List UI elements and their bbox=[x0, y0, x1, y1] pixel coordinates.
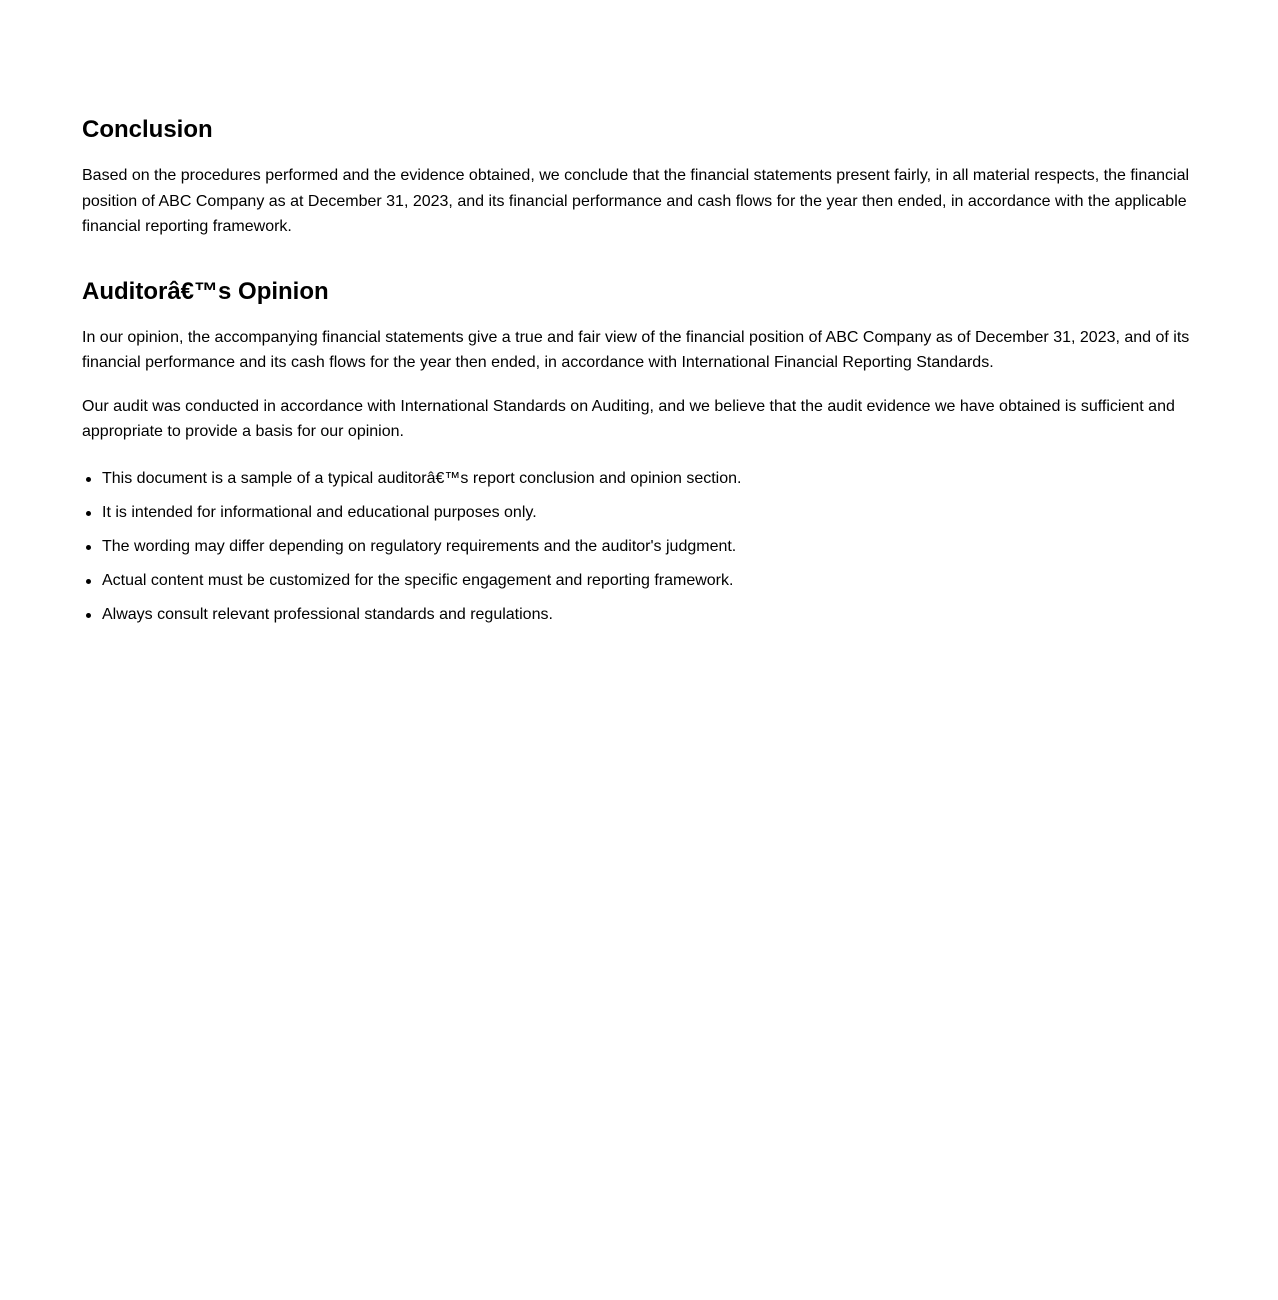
list-item bbox=[82, 535, 1196, 559]
list-item bbox=[82, 467, 1196, 491]
bullet-icon bbox=[86, 545, 91, 550]
conclusion-paragraph: Based on the procedures performed and the evidence obtained, we conclude that the financial statements present fairly, in all material respects, the financial position of ABC Company as at December 31, 2023, and its financial performance and cash flows for the year then ended, in accordance with the applicable financial reporting framework. bbox=[82, 167, 1190, 235]
bullet-icon bbox=[86, 511, 91, 516]
list-item-text: It is intended for informational and educational purposes only. bbox=[102, 503, 537, 521]
list-item bbox=[82, 501, 1196, 525]
opinion-section bbox=[82, 274, 1196, 445]
notes-list bbox=[82, 467, 1196, 627]
list-item bbox=[82, 603, 1196, 627]
bullet-icon bbox=[86, 477, 91, 482]
bullet-icon bbox=[86, 579, 91, 584]
opinion-heading: Auditorâ€™s Opinion bbox=[82, 277, 329, 305]
list-item-text: Actual content must be customized for the specific engagement and reporting framework. bbox=[102, 571, 734, 589]
conclusion-heading: Conclusion bbox=[82, 116, 213, 143]
opinion-paragraph: In our opinion, the accompanying financial statements give a true and fair view of the financial position of ABC Company as of December 31, 2023, and of its financial performance and its cash flows for the year then ended, in accordance with International Financial Reporting Standards. bbox=[82, 328, 1190, 371]
bullet-icon bbox=[86, 613, 91, 618]
conclusion-section bbox=[82, 112, 1196, 240]
list-item-text: Always consult relevant professional standards and regulations. bbox=[102, 605, 553, 623]
list-item bbox=[82, 569, 1196, 593]
audit-basis-paragraph: Our audit was conducted in accordance with International Standards on Auditing, and we believe that the audit evidence we have obtained is sufficient and appropriate to provide a basis for our opinion. bbox=[82, 397, 1175, 440]
list-item-text: This document is a sample of a typical auditorâ€™s report conclusion and opinion section. bbox=[102, 469, 742, 487]
list-item-text: The wording may differ depending on regulatory requirements and the auditor's judgment. bbox=[102, 537, 737, 555]
document-page bbox=[0, 0, 1278, 627]
